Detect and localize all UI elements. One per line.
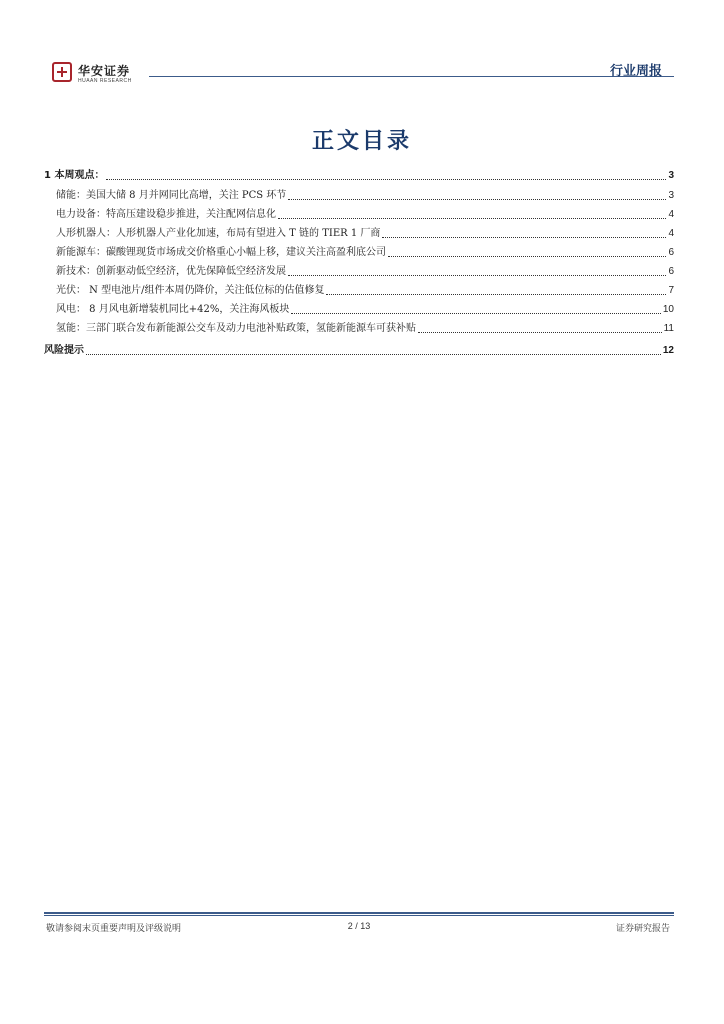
toc-leader bbox=[288, 275, 666, 276]
toc-entry-page: 6 bbox=[668, 266, 674, 277]
toc-entry[interactable] bbox=[44, 247, 674, 259]
company-logo bbox=[52, 62, 152, 88]
toc-leader bbox=[288, 199, 666, 200]
seal-icon bbox=[52, 62, 72, 82]
toc-entry-label: 1 本周观点： bbox=[44, 170, 105, 181]
toc-entry[interactable] bbox=[44, 209, 674, 221]
toc-entry-label: 风电： 8 月风电新增装机同比+42%，关注海风板块 bbox=[56, 304, 290, 315]
toc-entry-label: 氢能：三部门联合发布新能源公交车及动力电池补贴政策，氢能新能源车可获补贴 bbox=[56, 323, 416, 334]
toc-entry[interactable] bbox=[44, 266, 674, 278]
toc-leader bbox=[326, 294, 666, 295]
table-of-contents bbox=[44, 170, 674, 357]
toc-leader bbox=[106, 179, 666, 180]
toc-entry[interactable] bbox=[44, 323, 674, 335]
logo-name: 华安证券 bbox=[78, 64, 131, 78]
header-rule bbox=[149, 76, 674, 77]
footer-rule-thin bbox=[44, 915, 674, 916]
toc-entry-label: 电力设备：特高压建设稳步推进，关注配网信息化 bbox=[56, 209, 276, 220]
toc-entry-page: 12 bbox=[662, 345, 674, 356]
toc-entry-page: 4 bbox=[668, 209, 674, 220]
toc-entry-label: 人形机器人：人形机器人产业化加速，布局有望进入 T 链的 TIER 1 厂商 bbox=[56, 228, 381, 239]
toc-leader bbox=[86, 354, 661, 355]
toc-entry-label: 新技术：创新驱动低空经济，优先保障低空经济发展 bbox=[56, 266, 286, 277]
toc-entry-label: 风险提示 bbox=[44, 345, 84, 356]
toc-entry-label: 新能源车：碳酸锂现货市场成交价格重心小幅上移，建议关注高盈利底公司 bbox=[56, 247, 386, 258]
page-number: 2 / 13 bbox=[347, 921, 371, 931]
page-footer bbox=[44, 912, 674, 942]
toc-title: 正文目录 bbox=[311, 129, 412, 154]
toc-entry-page: 11 bbox=[663, 323, 674, 334]
toc-leader bbox=[291, 313, 661, 314]
toc-entry[interactable] bbox=[44, 345, 674, 357]
toc-entry[interactable] bbox=[44, 190, 674, 202]
toc-leader bbox=[388, 256, 666, 257]
toc-entry[interactable] bbox=[44, 285, 674, 297]
report-type-label: 行业周报 bbox=[609, 64, 662, 79]
toc-entry-page: 7 bbox=[668, 285, 674, 296]
toc-entry-label: 储能：美国大储 8 月并网同比高增，关注 PCS 环节 bbox=[56, 190, 287, 201]
toc-entry[interactable] bbox=[44, 304, 674, 316]
page-header bbox=[44, 58, 674, 88]
toc-entry-page: 3 bbox=[668, 190, 674, 201]
toc-leader bbox=[382, 237, 666, 238]
report-category: 证券研究报告 bbox=[615, 924, 670, 934]
toc-entry-page: 4 bbox=[668, 228, 674, 239]
footer-rule bbox=[44, 912, 674, 914]
toc-entry-label: 光伏： N 型电池片/组件本周仍降价，关注低位标的估值修复 bbox=[56, 285, 325, 296]
logo-subtitle: HUAAN RESEARCH bbox=[78, 78, 132, 84]
toc-entry-page: 3 bbox=[668, 170, 674, 181]
toc-leader bbox=[278, 218, 666, 219]
toc-leader bbox=[418, 332, 662, 333]
toc-entry[interactable] bbox=[44, 228, 674, 240]
toc-entry-page: 10 bbox=[662, 304, 674, 315]
toc-entry[interactable] bbox=[44, 170, 674, 182]
toc-entry-page: 6 bbox=[668, 247, 674, 258]
disclaimer-note: 敬请参阅末页重要声明及评级说明 bbox=[46, 924, 182, 934]
